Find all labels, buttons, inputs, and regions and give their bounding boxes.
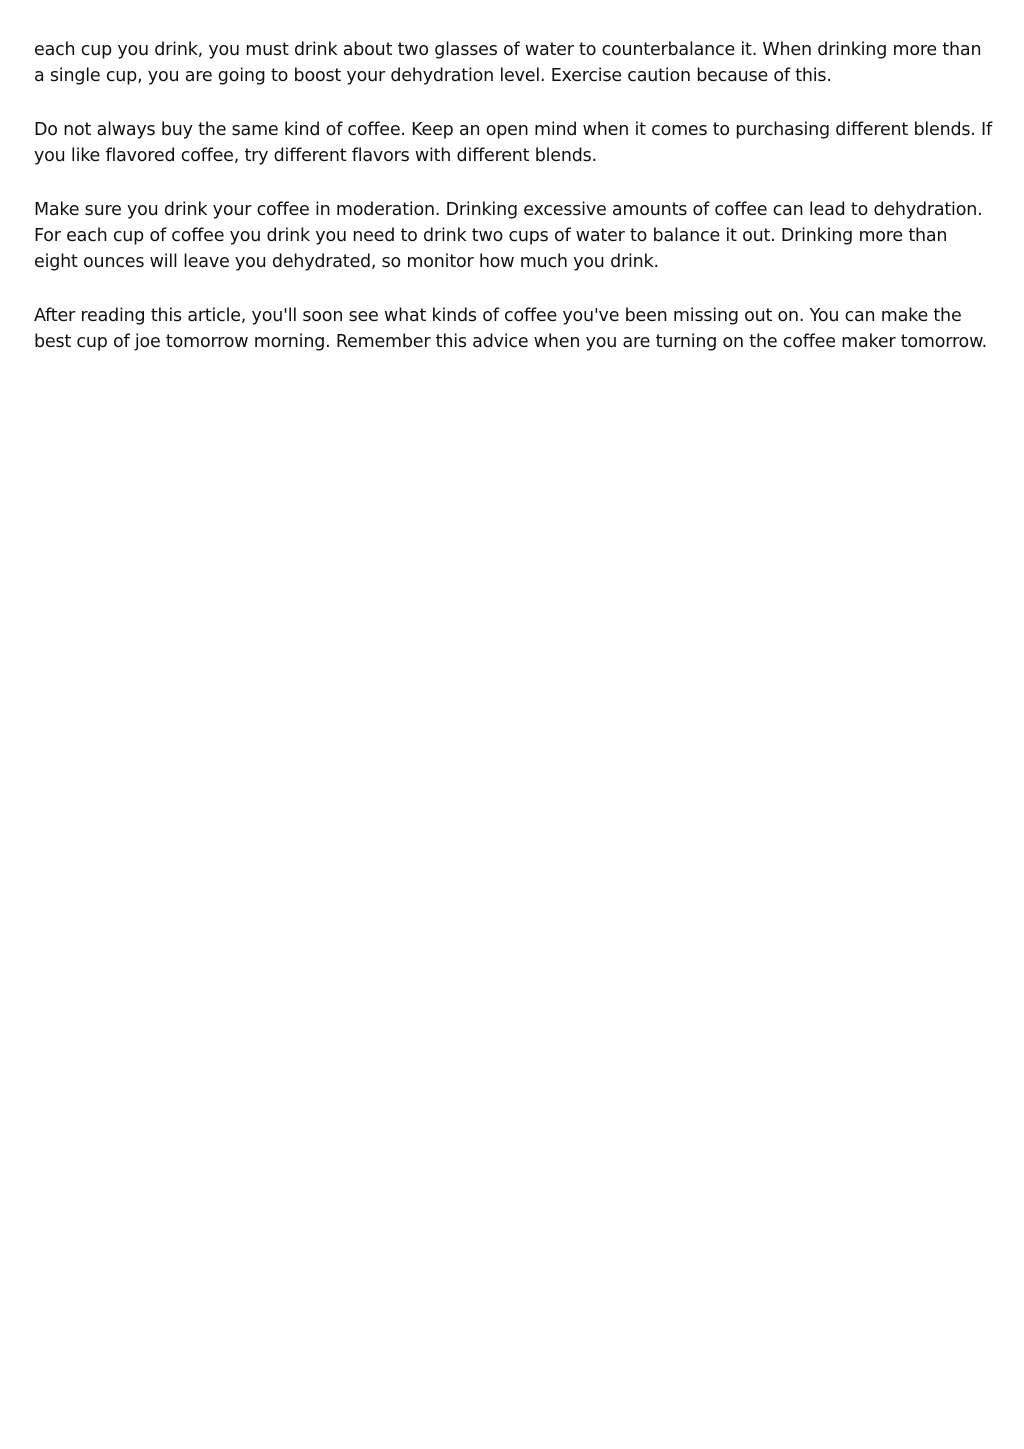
document-page (34, 37, 994, 383)
paragraph-hydration-caution: each cup you drink, you must drink about two glasses of water to counterbalance it. When drinking more than a single cup, you are going to boost your dehydration level. Exercise caution because of this. (34, 40, 982, 86)
paragraph-try-blends: Do not always buy the same kind of coffee. Keep an open mind when it comes to purchasing different blends. If you like flavored coffee, try different flavors with different blends. (34, 120, 992, 166)
paragraph-moderation: Make sure you drink your coffee in moderation. Drinking excessive amounts of coffee can lead to dehydration. For each cup of coffee you drink you need to drink two cups of water to balance it out. Drinking more than eight ounces will leave you dehydrated, so monitor how much you drink. (34, 200, 983, 272)
paragraph-conclusion: After reading this article, you'll soon see what kinds of coffee you've been missing out on. You can make the best cup of joe tomorrow morning. Remember this advice when you are turning on the coffee maker tomorrow. (34, 306, 987, 352)
